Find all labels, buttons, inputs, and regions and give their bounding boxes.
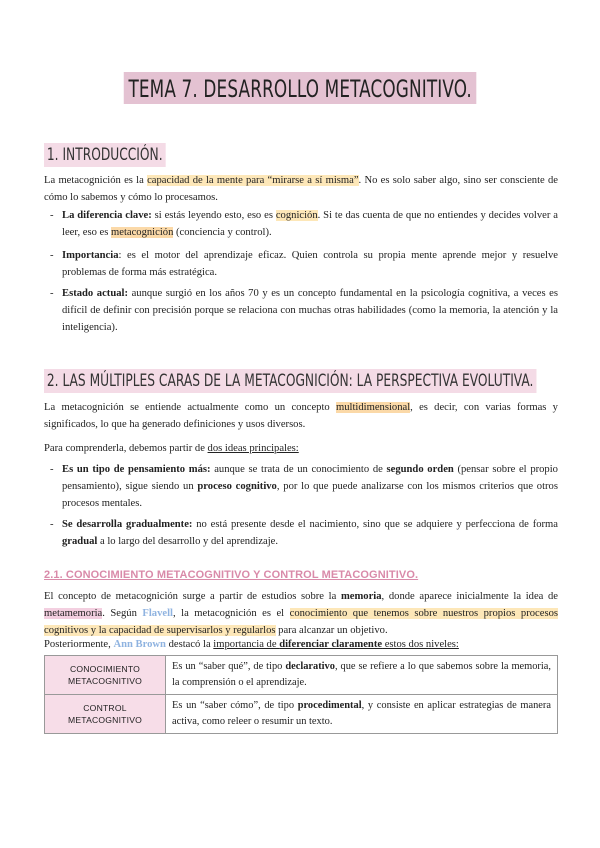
table-row — [45, 695, 558, 734]
table-text-cell: Es un “saber cómo”, de tipo procedimental, y consiste en aplicar estrategias de manera activa, como releer o resumir un texto. — [166, 695, 558, 734]
table-row — [45, 656, 558, 695]
bullet-dash: - — [50, 464, 54, 475]
author-flavell: Flavell — [142, 608, 173, 619]
bullet-dash: - — [50, 210, 54, 221]
two-ideas-paragraph: Para comprenderla, debemos partir de dos ideas principales: — [44, 443, 299, 454]
page-title: TEMA 7. DESARROLLO METACOGNITIVO. — [124, 72, 477, 104]
bullet-gradual: Se desarrolla gradualmente: no está presente desde el nacimiento, sino que se adquiere y perfecciona de forma gradual a lo largo del desarrollo y del aprendizaje. — [62, 519, 558, 547]
bullet-thinking-type: Es un tipo de pensamiento más: aunque se trata de un conocimiento de segundo orden (pensar sobre el propio pensamiento), sigue siendo un proceso cognitivo, por lo que puede analizarse con los mismos criterios que otros procesos mentales. — [62, 464, 558, 509]
brown-paragraph: Posteriormente, Ann Brown destacó la importancia de diferenciar claramente estos dos niveles: — [44, 639, 459, 650]
flavell-paragraph: El concepto de metacognición surge a partir de estudios sobre la memoria, donde aparece inicialmente la idea de metamemoria. Según Flavell, la metacognición es el conocimiento que tenemos sobre nuestros propios procesos cognitivos y la capacidad de supervisarlos y regularlos para alcanzar un objetivo. — [44, 591, 559, 636]
section-1-heading: 1. INTRODUCCIÓN. — [44, 143, 165, 167]
bullet-dash: - — [50, 250, 54, 261]
bullet-current-state: Estado actual: aunque surgió en los años 70 y es un concepto fundamental en la psicología cognitiva, a veces es difícil de definir con precisión porque se relaciona con muchas otras habilidades (como la memoria, la atención y la inteligencia). — [62, 288, 558, 333]
table-label-cell: CONTROL METACOGNITIVO — [45, 695, 166, 734]
subsection-heading: 2.1. CONOCIMIENTO METACOGNITIVO Y CONTROL METACOGNITIVO. — [44, 569, 419, 581]
section-2-heading: 2. LAS MÚLTIPLES CARAS DE LA METACOGNICIÓN: LA PERSPECTIVA EVOLUTIVA. — [44, 369, 536, 393]
bullet-dash: - — [50, 288, 54, 299]
bullet-difference: La diferencia clave: si estás leyendo esto, eso es cognición. Si te das cuenta de que no entiendes y decides volver a leer, eso es metacognición (conciencia y control). — [62, 210, 558, 238]
table-text-cell: Es un “saber qué”, de tipo declarativo, que se refiere a lo que sabemos sobre la memoria, la comprensión o el aprendizaje. — [166, 656, 558, 695]
bullet-importance: Importancia: es el motor del aprendizaje eficaz. Quien controla su propia mente aprende mejor y resuelve problemas de forma más estratégica. — [62, 250, 558, 278]
author-ann-brown: Ann Brown — [113, 639, 166, 650]
bullet-dash: - — [50, 519, 54, 530]
intro-paragraph: La metacognición es la capacidad de la mente para “mirarse a sí misma”. No es solo saber algo, sino ser consciente de cómo lo sabemos y cómo lo procesamos. — [44, 175, 559, 203]
multidimensional-paragraph: La metacognición se entiende actualmente como un concepto multidimensional, es decir, con varias formas y significados, lo que ha generado definiciones y usos diversos. — [44, 402, 558, 430]
table-label-cell: CONOCIMIENTO METACOGNITIVO — [45, 656, 166, 695]
comparison-table — [44, 655, 558, 734]
highlight: capacidad de la mente para “mirarse a sí misma” — [147, 175, 359, 186]
